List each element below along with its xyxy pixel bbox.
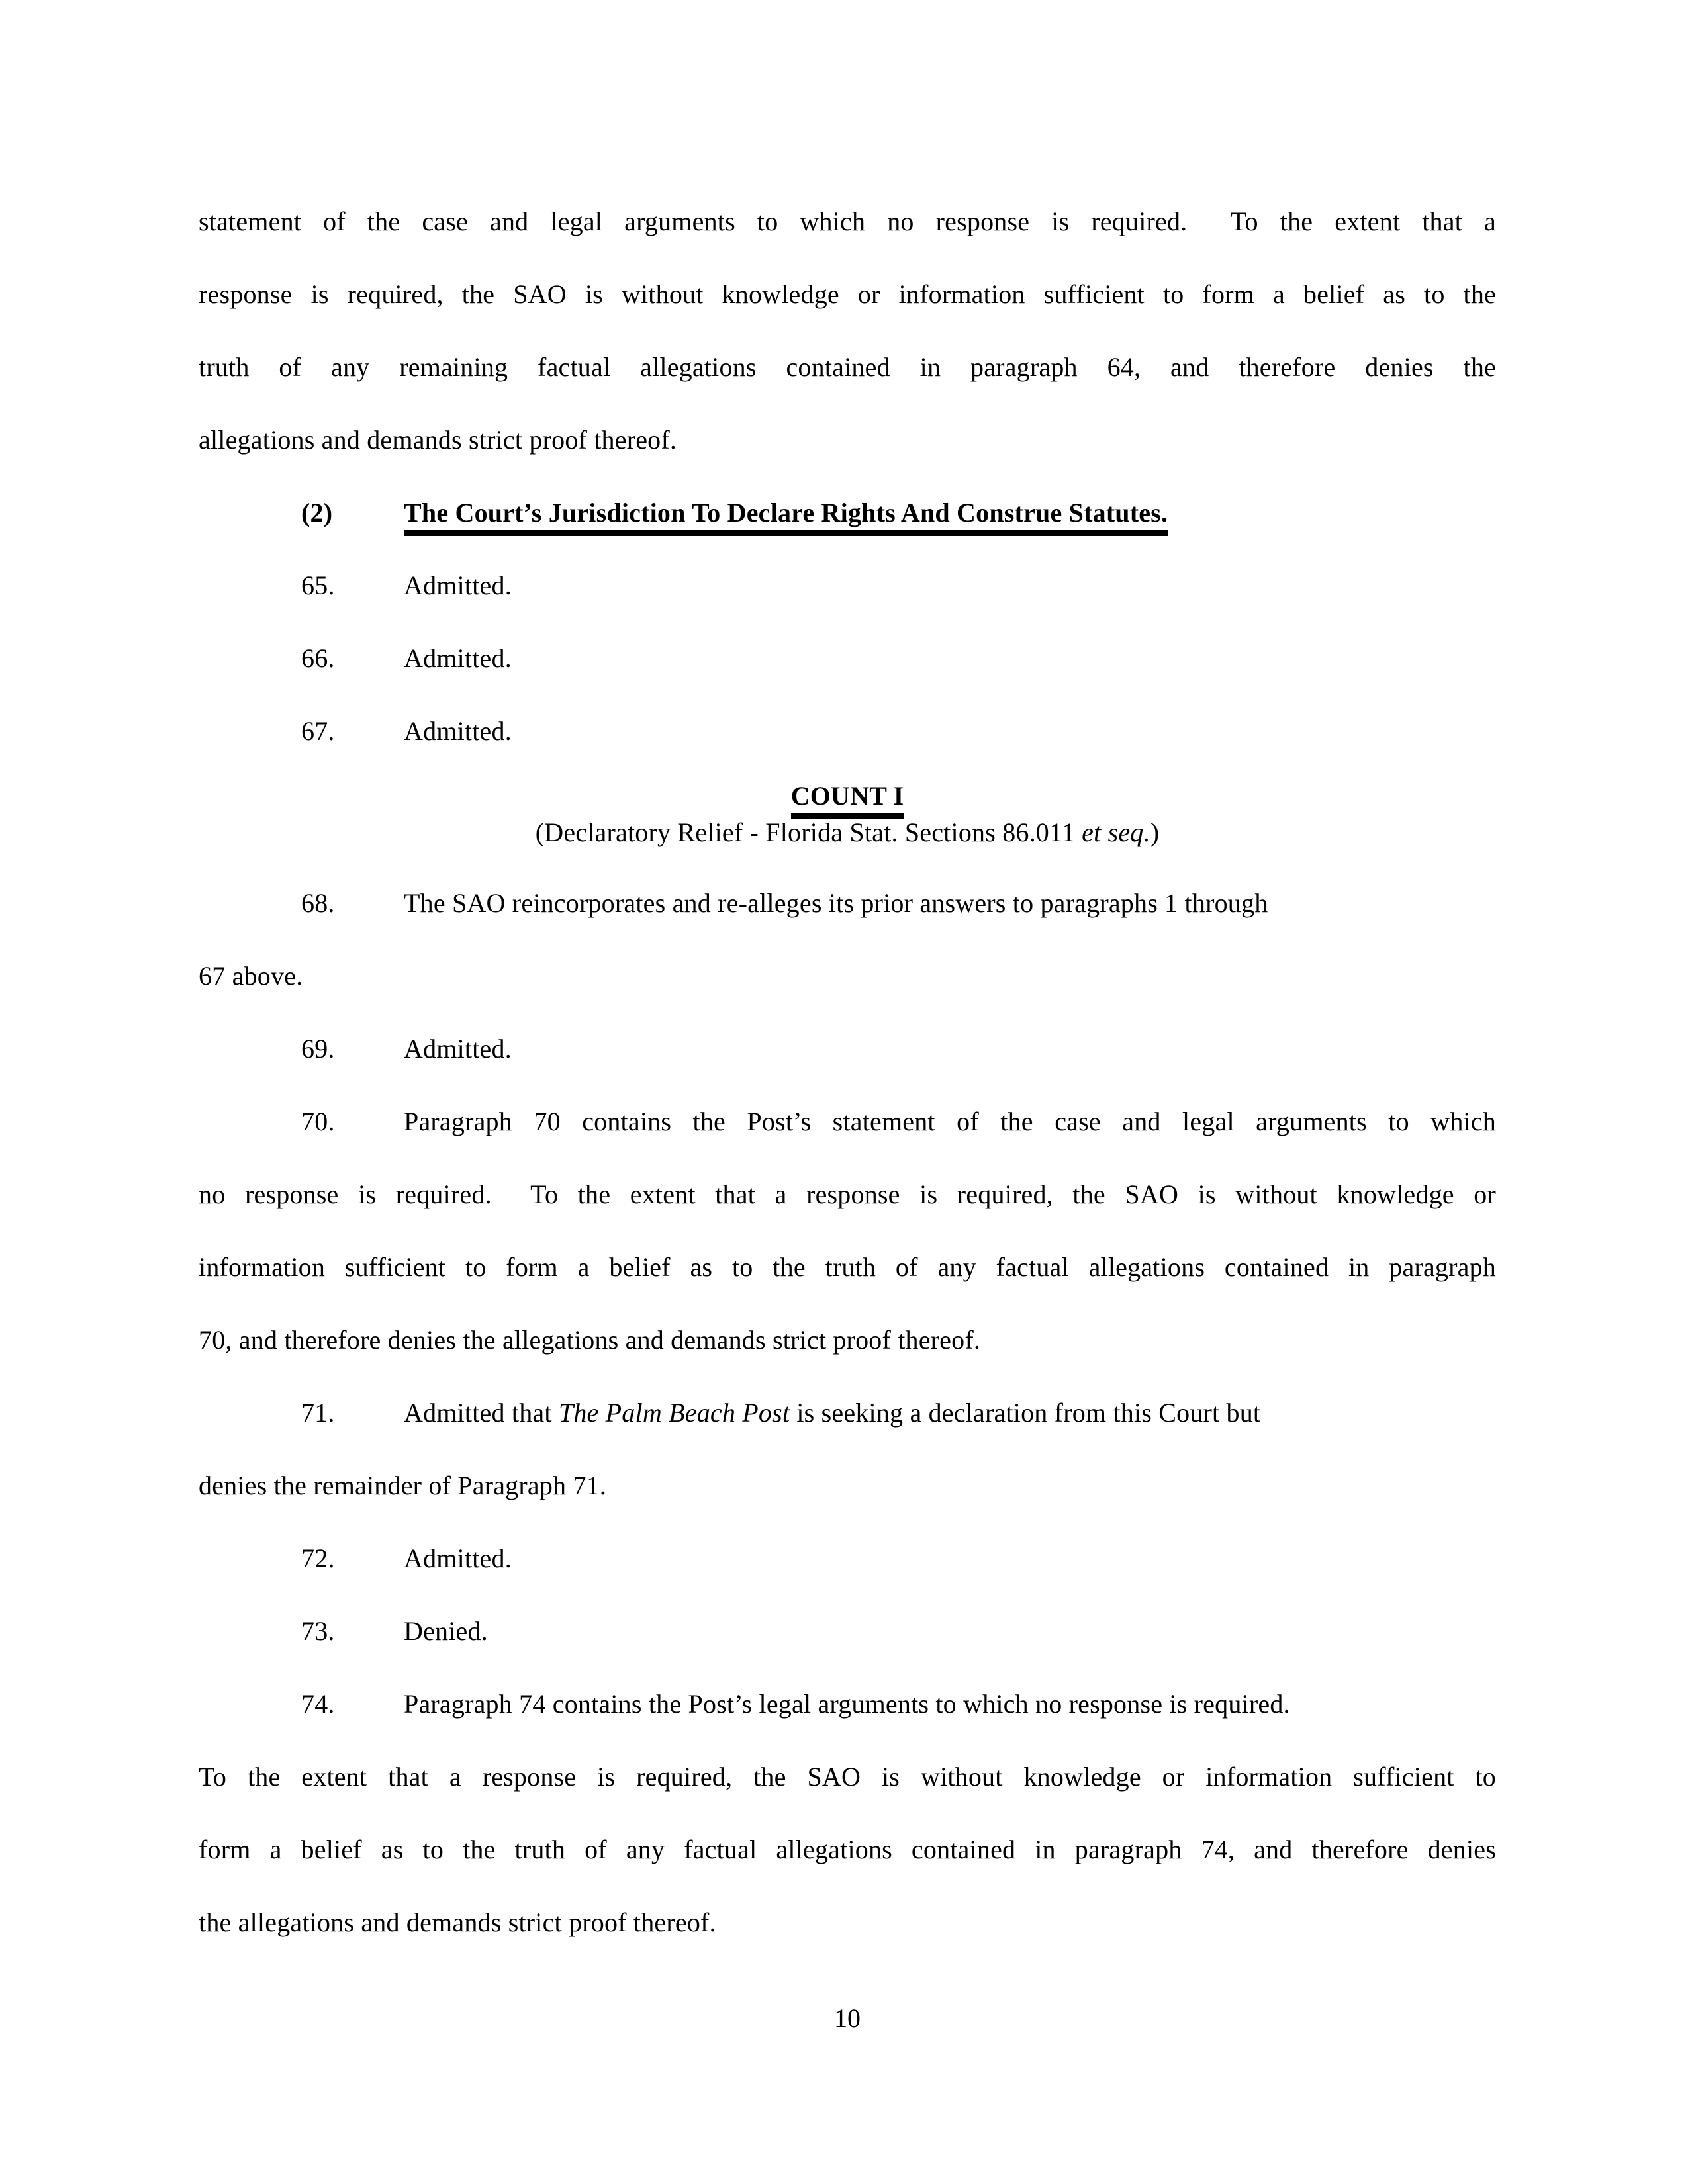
text-segment: Admitted. — [404, 1034, 512, 1064]
paragraph-number: 74. — [301, 1689, 335, 1719]
document-line — [199, 549, 1496, 622]
document-line — [199, 1231, 1496, 1304]
paragraph-number: 67. — [301, 716, 335, 746]
text-segment: ) — [1150, 817, 1160, 847]
document-line — [199, 1595, 1496, 1668]
paragraph-number: 73. — [301, 1616, 335, 1646]
text-segment: To the extent that a response is required, the SAO is without knowledge or information sufficient to — [199, 1762, 1496, 1792]
text-segment: 67 above. — [199, 961, 303, 991]
text-segment: The SAO reincorporates and re-alleges its prior answers to paragraphs 1 through — [404, 888, 1268, 918]
text-segment: Denied. — [404, 1616, 488, 1646]
document-content — [199, 185, 1496, 1959]
document-line — [199, 1377, 1496, 1449]
document-line — [199, 1158, 1496, 1231]
text-segment: Admitted. — [404, 570, 512, 600]
document-line — [199, 814, 1496, 850]
page-number-footer: 10 — [834, 2003, 861, 2033]
document-line — [199, 1085, 1496, 1158]
bold-underline-text: COUNT I — [791, 781, 904, 819]
text-segment: Paragraph 70 contains the Post’s statement of the case and legal arguments to which — [404, 1107, 1496, 1136]
document-line — [199, 1741, 1496, 1813]
text-segment: the allegations and demands strict proof thereof. — [199, 1907, 716, 1937]
text-segment: (Declaratory Relief - Florida Stat. Sections 86.011 — [535, 817, 1082, 847]
text-segment: denies the remainder of Paragraph 71. — [199, 1471, 607, 1500]
paragraph-number: 65. — [301, 570, 335, 600]
text-segment: 70, and therefore denies the allegations and demands strict proof thereof. — [199, 1325, 981, 1355]
document-line — [199, 1449, 1496, 1522]
document-line — [199, 1013, 1496, 1085]
document-line — [199, 695, 1496, 768]
document-line — [199, 940, 1496, 1013]
document-line — [199, 1522, 1496, 1595]
text-segment: Admitted. — [404, 1543, 512, 1573]
text-segment: Admitted. — [404, 716, 512, 746]
document-line — [199, 185, 1496, 258]
text-segment: Admitted that — [404, 1398, 559, 1428]
document-line — [199, 1668, 1496, 1741]
document-line — [199, 622, 1496, 695]
paragraph-number: 71. — [301, 1398, 335, 1428]
text-segment: response is required, the SAO is without knowledge or information sufficient to form a belief as to the — [199, 279, 1496, 309]
text-segment: information sufficient to form a belief as to the truth of any factual allegations contained in paragraph — [199, 1252, 1496, 1282]
paragraph-number: 68. — [301, 888, 335, 918]
text-segment: form a belief as to the truth of any factual allegations contained in paragraph 74, and therefore denies — [199, 1835, 1496, 1864]
document-line — [199, 404, 1496, 477]
paragraph-number: 72. — [301, 1543, 335, 1573]
document-line — [199, 867, 1496, 940]
text-segment: Paragraph 74 contains the Post’s legal arguments to which no response is required. — [404, 1689, 1290, 1719]
document-line — [199, 258, 1496, 331]
italic-text: et seq. — [1082, 817, 1150, 847]
paragraph-number: 70. — [301, 1107, 335, 1136]
document-line — [199, 1813, 1496, 1886]
text-segment: allegations and demands strict proof thereof. — [199, 425, 677, 455]
text-segment: Admitted. — [404, 643, 512, 673]
document-line — [199, 1304, 1496, 1377]
text-segment: statement of the case and legal arguments to which no response is required. To the extent that a — [199, 206, 1496, 236]
paragraph-number: 66. — [301, 643, 335, 673]
document-line — [199, 331, 1496, 404]
paragraph-number: 69. — [301, 1034, 335, 1064]
text-segment: no response is required. To the extent that a response is required, the SAO is without knowledge or — [199, 1179, 1496, 1209]
paragraph-number: (2) — [301, 498, 333, 527]
italic-text: The Palm Beach Post — [558, 1398, 790, 1428]
section-heading-line — [199, 477, 1496, 549]
document-line — [199, 778, 1496, 814]
document-line — [199, 1886, 1496, 1959]
text-segment: is seeking a declaration from this Court but — [790, 1398, 1261, 1428]
bold-underline-text: The Court’s Jurisdiction To Declare Rights And Construe Statutes. — [404, 498, 1168, 536]
text-segment: truth of any remaining factual allegations contained in paragraph 64, and therefore denies the — [199, 352, 1496, 382]
